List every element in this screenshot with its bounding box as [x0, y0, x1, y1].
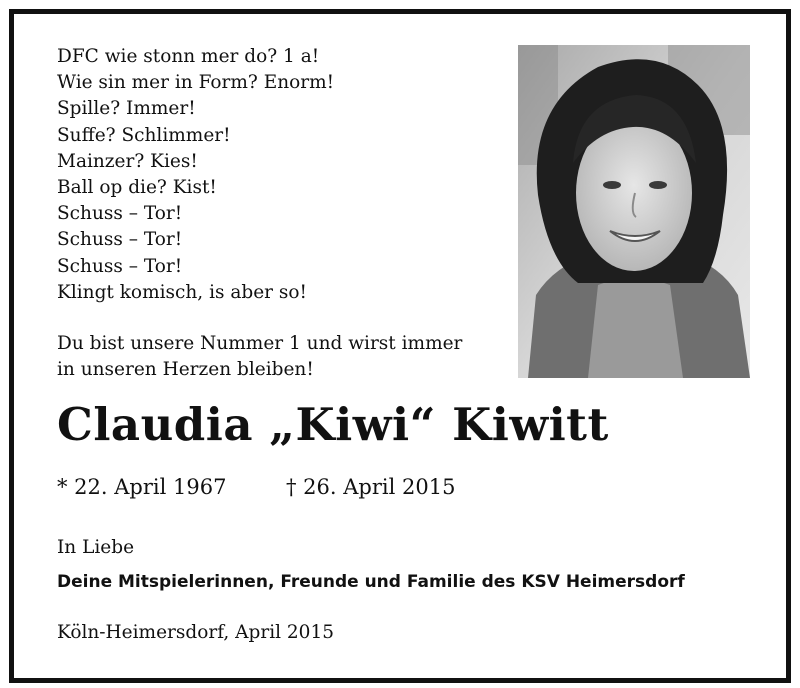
poem-line: Schuss – Tor!: [57, 203, 183, 225]
poem-line: Schuss – Tor!: [57, 255, 183, 277]
portrait-photo: [518, 45, 750, 378]
poem-line: Wie sin mer in Form? Enorm!: [57, 72, 335, 94]
portrait-illustration: [518, 45, 750, 378]
poem-line: Ball op die? Kist!: [57, 177, 217, 199]
life-dates: [57, 475, 456, 499]
poem-text: [57, 44, 334, 306]
tribute-line: in unseren Herzen bleiben!: [57, 359, 314, 381]
signers-line: Deine Mitspielerinnen, Freunde und Familie des KSV Heimersdorf: [57, 572, 685, 592]
poem-line: Suffe? Schlimmer!: [57, 124, 231, 146]
poem-line: DFC wie stonn mer do? 1 a!: [57, 46, 320, 67]
place-date: Köln-Heimersdorf, April 2015: [57, 622, 334, 643]
deceased-name: Claudia „Kiwi“ Kiwitt: [57, 398, 609, 451]
poem-line: Spille? Immer!: [57, 98, 196, 120]
poem-line: Schuss – Tor!: [57, 229, 183, 251]
poem-line: Klingt komisch, is aber so!: [57, 281, 307, 303]
birth-date: * 22. April 1967: [57, 475, 227, 499]
poem-line: Mainzer? Kies!: [57, 150, 198, 172]
death-date: † 26. April 2015: [286, 475, 456, 499]
closing-phrase: In Liebe: [57, 537, 135, 558]
tribute-text: [57, 331, 462, 383]
tribute-line: Du bist unsere Nummer 1 und wirst immer: [57, 333, 463, 354]
